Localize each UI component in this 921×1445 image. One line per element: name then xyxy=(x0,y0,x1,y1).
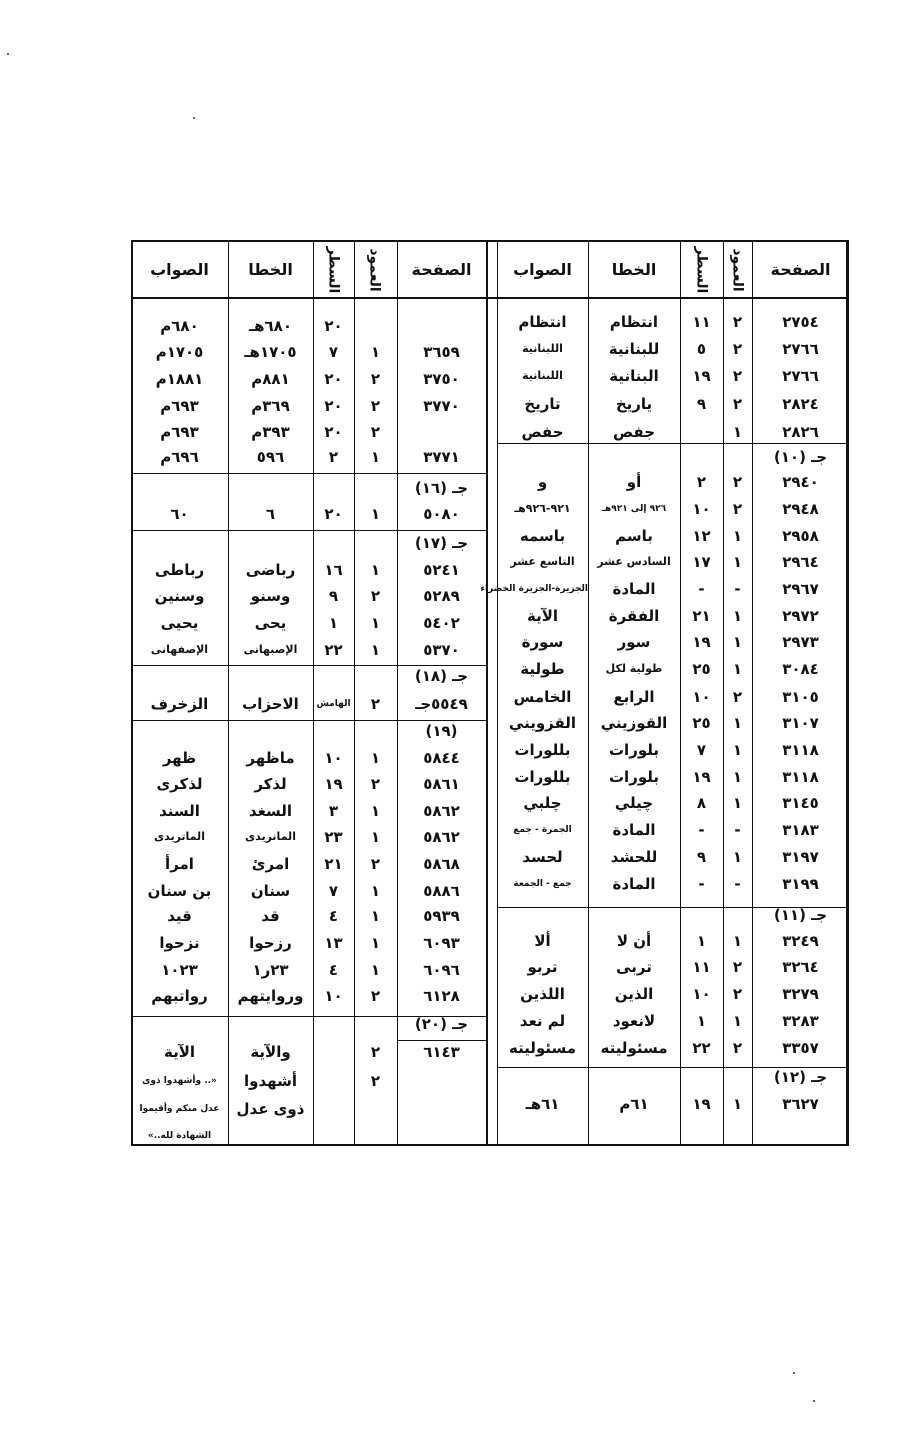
right-row-col-cell: ١ xyxy=(732,423,743,441)
right-row-err-cell: سور xyxy=(617,633,651,651)
right-row-page-cell: ٣٣٥٧ xyxy=(782,1039,819,1057)
left-row-col-cell: ٢ xyxy=(370,1043,381,1061)
right-row-page-cell: ٢٩٧٢ xyxy=(782,607,819,625)
right-row-cor-cell: سورة xyxy=(521,633,564,651)
right-row-cor-cell: ٩٢١-٩٢٦هـ xyxy=(514,502,571,515)
left-row-col-cell: ١ xyxy=(370,934,381,952)
left-row-page-cell: ٥٨٦٢ xyxy=(423,802,460,820)
right-row-col-cell: ١ xyxy=(732,932,743,950)
right-row-cor-cell: الخامس xyxy=(513,688,572,706)
left-row-col-cell: ١ xyxy=(370,505,381,523)
left-row-cor-cell: عدل منكم وأقيموا xyxy=(139,1104,220,1114)
left-row-cor-cell: رواتبهم xyxy=(151,987,208,1005)
left-row-cor-cell: ٦٩٦م xyxy=(160,448,199,466)
right-row-err-cell: چيلي xyxy=(614,794,654,812)
left-row-page-cell: جـ (٢٠) xyxy=(414,1015,469,1033)
right-row-err-cell: تربى xyxy=(616,958,652,976)
left-row-line-cell: ٤ xyxy=(328,907,339,925)
right-row-cor-cell: تاريخ xyxy=(524,395,561,413)
left-row-err-cell: ٢٣ر١ xyxy=(252,961,289,979)
right-row-err-cell: بلورات xyxy=(608,741,659,759)
right-row-col-cell: ٢ xyxy=(732,958,743,976)
left-row-col-cell: ١ xyxy=(370,561,381,579)
left-row-line-cell: ٢١ xyxy=(324,855,343,873)
left-row-col-cell: ٢ xyxy=(370,1072,381,1090)
right-row-line-cell: ٢٥ xyxy=(692,660,711,678)
right-row-page-cell: ٣١٠٧ xyxy=(782,714,819,732)
scan-speck xyxy=(193,117,195,119)
right-row-cor-cell: تربو xyxy=(527,958,558,976)
right-row-line-cell: ١٩ xyxy=(692,367,711,385)
left-row-col-cell: ١ xyxy=(370,614,381,632)
right-row-err-cell: جفص xyxy=(612,423,656,441)
right-row-col-cell: ٢ xyxy=(732,688,743,706)
right-row-err-cell: لانعود xyxy=(612,1012,656,1030)
right-row-line-cell: ١٠ xyxy=(692,985,711,1003)
header-rule xyxy=(131,297,849,299)
right-row-page-cell: ٣٠٨٤ xyxy=(782,660,819,678)
left-row-cor-cell: ظهر xyxy=(162,749,197,767)
header-column: العمود xyxy=(367,248,383,292)
scan-speck xyxy=(7,53,9,55)
right-row-page-cell: ٣١٤٥ xyxy=(782,794,819,812)
right-row-page-cell: جـ (١١) xyxy=(773,906,828,924)
right-row-page-cell: ٢٧٦٦ xyxy=(782,340,819,358)
header-page: الصفحة xyxy=(411,260,472,279)
right-row-cor-cell: اللذين xyxy=(520,985,565,1003)
left-row-col-cell: ٢ xyxy=(370,587,381,605)
left-row-page-cell: ٥٢٤١ xyxy=(423,561,460,579)
right-row-line-cell: ٩ xyxy=(696,395,707,413)
right-row-cor-cell: بللورات xyxy=(514,768,571,786)
right-row-line-cell: ٧ xyxy=(696,741,707,759)
left-row-page-cell: ٥٠٨٠ xyxy=(423,505,460,523)
right-row-line-cell: - xyxy=(698,875,705,893)
right-row-err-cell: السادس عشر xyxy=(597,555,671,568)
right-row-cor-cell: و xyxy=(537,473,548,491)
right-row-page-cell: ٣٦٢٧ xyxy=(782,1095,819,1113)
left-row-line-cell: ٢٠ xyxy=(324,317,343,335)
left-row-line-cell: ٩ xyxy=(328,587,339,605)
scan-speck xyxy=(813,1400,815,1402)
left-row-err-cell: قد xyxy=(261,907,280,925)
left-row-cor-cell: الزخرف xyxy=(150,695,209,713)
right-row-cor-cell: انتظام xyxy=(518,313,567,331)
right-row-page-cell: ٣٢٧٩ xyxy=(782,985,819,1003)
left-row-page-cell: ٣٧٧١ xyxy=(423,448,460,466)
left-row-cor-cell: لذكرى xyxy=(156,775,203,793)
right-row-err-cell: الرابع xyxy=(613,688,655,706)
left-row-err-cell: المانريدى xyxy=(245,830,296,843)
right-row-cor-cell: ألا xyxy=(534,932,551,950)
left-row-page-cell: ٥٣٧٠ xyxy=(423,641,460,659)
right-row-col-cell: - xyxy=(734,821,741,839)
left-row-col-cell: ١ xyxy=(370,641,381,659)
right-row-page-cell: ٢٩٦٧ xyxy=(782,580,819,598)
right-row-col-cell: ٢ xyxy=(732,473,743,491)
right-row-page-cell: جـ (١٠) xyxy=(773,448,828,466)
left-row-err-cell: ٣٩٣م xyxy=(251,423,290,441)
left-row-err-cell: السغد xyxy=(248,802,293,820)
right-row-page-cell: ٢٨٢٤ xyxy=(782,395,819,413)
left-row-err-cell: يحى xyxy=(254,614,287,632)
left-row-line-cell: ٤ xyxy=(328,961,339,979)
left-row-page-cell: ٦٠٩٦ xyxy=(423,961,460,979)
left-row-cor-cell: «.. وأشهدوا ذوى xyxy=(142,1076,217,1086)
right-row-page-cell: ٢٩٧٣ xyxy=(782,633,819,651)
right-row-err-cell: الذين xyxy=(614,985,654,1003)
right-row-page-cell: ٣١١٨ xyxy=(782,768,819,786)
right-row-col-cell: ١ xyxy=(732,794,743,812)
right-row-err-cell: بلورات xyxy=(608,768,659,786)
right-row-line-cell: - xyxy=(698,580,705,598)
right-row-line-cell: ١٠ xyxy=(692,500,711,518)
right-row-page-cell: ٢٧٥٤ xyxy=(782,313,819,331)
left-row-col-cell: ٢ xyxy=(370,775,381,793)
left-row-col-cell: ١ xyxy=(370,882,381,900)
right-row-err-cell: المادة xyxy=(612,821,656,839)
right-row-cor-cell: مسئوليته xyxy=(508,1039,577,1057)
right-row-col-cell: ٢ xyxy=(732,985,743,1003)
right-row-line-cell: ٢٥ xyxy=(692,714,711,732)
left-row-page-cell: ٥٨٦٢ xyxy=(423,828,460,846)
right-row-col-cell: ١ xyxy=(732,607,743,625)
right-row-col-cell: ٢ xyxy=(732,367,743,385)
left-row-page-cell: ٥٤٠٢ xyxy=(423,614,460,632)
right-row-cor-cell: باسمه xyxy=(519,527,566,545)
header-error: الخطا xyxy=(248,260,293,279)
left-row-err-cell: امرئ xyxy=(251,855,290,873)
left-row-cor-cell: نزحوا xyxy=(159,934,200,952)
right-row-line-cell: ١١ xyxy=(692,313,711,331)
left-row-err-cell: أشهدوا xyxy=(244,1072,297,1090)
right-row-line-cell: - xyxy=(698,821,705,839)
left-row-cor-cell: رباطى xyxy=(154,561,205,579)
left-row-err-cell: لذكر xyxy=(254,775,287,793)
left-row-cor-cell: ١٨٨١م xyxy=(155,370,204,388)
left-row-page-cell: جـ (١٧) xyxy=(414,534,469,552)
right-row-err-cell: طولية لكل xyxy=(605,662,663,675)
right-row-page-cell: جـ (١٢) xyxy=(773,1068,828,1086)
right-row-err-cell: المادة xyxy=(612,580,656,598)
left-row-line-cell: ٢٢ xyxy=(324,641,343,659)
right-row-col-cell: ٢ xyxy=(732,1039,743,1057)
right-row-col-cell: ١ xyxy=(732,633,743,651)
left-row-page-cell: جـ (١٦) xyxy=(414,479,469,497)
left-row-err-cell: وسنو xyxy=(250,587,291,605)
right-row-line-cell: ١٩ xyxy=(692,1095,711,1113)
left-row-line-cell: ١٣ xyxy=(324,934,343,952)
header-correct: الصواب xyxy=(513,260,572,279)
right-row-line-cell: ٥ xyxy=(696,340,707,358)
left-row-col-cell: ٢ xyxy=(370,695,381,713)
left-row-err-cell: ٥٩٦ xyxy=(256,448,285,466)
right-row-cor-cell: الجمرة - جمع xyxy=(513,825,572,835)
right-row-page-cell: ٢٨٢٦ xyxy=(782,423,819,441)
right-row-line-cell: ١٧ xyxy=(692,553,711,571)
left-row-line-cell: ٢٠ xyxy=(324,370,343,388)
left-row-err-cell: الاحزاب xyxy=(242,695,299,713)
left-row-col-cell: ١ xyxy=(370,749,381,767)
section-rule xyxy=(131,473,486,474)
right-row-col-cell: ١ xyxy=(732,768,743,786)
left-row-col-cell: ١ xyxy=(370,907,381,925)
right-row-line-cell: ١٩ xyxy=(692,633,711,651)
left-row-err-cell: ٦ xyxy=(265,505,276,523)
left-row-col-cell: ١ xyxy=(370,448,381,466)
right-row-col-cell: ٢ xyxy=(732,500,743,518)
left-row-col-cell: ١ xyxy=(370,343,381,361)
header-line: السطر xyxy=(325,246,341,294)
left-row-cor-cell: يحيى xyxy=(160,614,199,632)
right-row-page-cell: ٣١٩٩ xyxy=(782,875,819,893)
left-row-cor-cell: الماتريدى xyxy=(154,830,205,843)
left-row-line-cell: ٧ xyxy=(328,882,339,900)
scan-speck xyxy=(793,1372,795,1374)
right-row-err-cell: للبنانية xyxy=(608,340,660,358)
left-row-cor-cell: ٦٩٣م xyxy=(160,397,199,415)
right-row-line-cell: ١٩ xyxy=(692,768,711,786)
right-row-line-cell: ١٢ xyxy=(692,527,711,545)
left-row-line-cell: ١٩ xyxy=(324,775,343,793)
left-row-line-cell: ٣ xyxy=(328,802,339,820)
right-row-cor-cell: لم نعد xyxy=(519,1012,566,1030)
right-row-cor-cell: الجزيرة-الجزيرة الخضراء xyxy=(480,584,588,594)
right-row-err-cell: البنانية xyxy=(609,367,659,385)
left-row-err-cell: ١٧٠٥هـ xyxy=(244,343,297,361)
left-row-cor-cell: ١٠٢٣ xyxy=(161,961,198,979)
right-row-page-cell: ٢٩٤٠ xyxy=(782,473,819,491)
left-row-col-cell: ٢ xyxy=(370,987,381,1005)
left-row-line-cell: ١٠ xyxy=(324,749,343,767)
right-row-page-cell: ٣٢٤٩ xyxy=(782,932,819,950)
right-row-col-cell: ١ xyxy=(732,527,743,545)
right-row-err-cell: المادة xyxy=(612,875,656,893)
right-row-cor-cell: الآية xyxy=(526,607,559,625)
right-row-cor-cell: اللبنانية xyxy=(522,369,563,382)
right-row-col-cell: ١ xyxy=(732,714,743,732)
left-row-cor-cell: امرأ xyxy=(165,855,194,873)
right-row-cor-cell: جمع - الجمعة xyxy=(513,879,572,889)
left-row-line-cell: ١ xyxy=(328,614,339,632)
left-row-page-cell: ٥٨٦١ xyxy=(423,775,460,793)
left-row-cor-cell: الإصفهانى xyxy=(150,643,209,656)
header-error: الخطا xyxy=(611,260,657,279)
header-line: السطر xyxy=(693,246,709,294)
right-row-line-cell: ١ xyxy=(696,1012,707,1030)
left-row-err-cell: ٦٨٠هـ xyxy=(249,317,292,335)
right-row-cor-cell: التاسع عشر xyxy=(510,555,575,568)
left-row-page-cell: ٣٦٥٩ xyxy=(423,343,460,361)
left-row-page-cell: ٦١٤٣ xyxy=(423,1043,460,1061)
left-row-cor-cell: الشهادة لله..» xyxy=(147,1131,212,1141)
right-row-err-cell: ٦١م xyxy=(619,1095,649,1113)
header-correct: الصواب xyxy=(150,260,209,279)
right-row-line-cell: ١ xyxy=(696,932,707,950)
left-row-col-cell: ٢ xyxy=(370,855,381,873)
left-row-col-cell: ١ xyxy=(370,961,381,979)
right-row-page-cell: ٢٩٦٤ xyxy=(782,553,819,571)
right-row-err-cell: القوزيني xyxy=(600,714,668,732)
left-row-cor-cell: بن سنان xyxy=(147,882,212,900)
right-row-cor-cell: ٦١هـ xyxy=(525,1095,560,1113)
right-row-line-cell: ٢١ xyxy=(692,607,711,625)
right-row-page-cell: ٢٧٦٦ xyxy=(782,367,819,385)
right-row-col-cell: ١ xyxy=(732,848,743,866)
left-row-cor-cell: وسنين xyxy=(154,587,205,605)
right-row-line-cell: ٩ xyxy=(696,848,707,866)
left-row-line-cell: ٢٣ xyxy=(324,828,343,846)
left-row-cor-cell: قيد xyxy=(167,907,192,925)
right-row-page-cell: ٣٢٨٣ xyxy=(782,1012,819,1030)
right-row-err-cell: ياريخ xyxy=(615,395,653,413)
left-row-line-cell: ٧ xyxy=(328,343,339,361)
left-row-err-cell: الإصبهانى xyxy=(243,643,298,656)
left-row-page-cell: ٥٩٣٩ xyxy=(423,907,460,925)
center-divider xyxy=(486,240,488,1146)
left-row-cor-cell: ٦٨٠م xyxy=(160,317,199,335)
right-row-err-cell: ٩٢٦ إلى ٩٢١هـ xyxy=(601,504,667,514)
right-row-col-cell: ١ xyxy=(732,741,743,759)
left-row-page-cell: ٦٠٩٣ xyxy=(423,934,460,952)
right-row-col-cell: ٢ xyxy=(732,340,743,358)
right-row-line-cell: ٨ xyxy=(696,794,707,812)
header-page: الصفحة xyxy=(770,260,831,279)
left-row-cor-cell: ١٧٠٥م xyxy=(155,343,204,361)
right-row-page-cell: ٣١٠٥ xyxy=(782,688,819,706)
right-row-cor-cell: حفص xyxy=(521,423,564,441)
left-row-err-cell: رباضى xyxy=(245,561,296,579)
left-row-err-cell: رزحوا xyxy=(249,934,292,952)
left-row-col-cell: ٢ xyxy=(370,423,381,441)
right-row-col-cell: - xyxy=(734,875,741,893)
left-row-col-cell: ٢ xyxy=(370,370,381,388)
right-row-err-cell: مسئوليته xyxy=(600,1039,668,1057)
left-row-col-cell: ٢ xyxy=(370,397,381,415)
right-row-col-cell: ١ xyxy=(732,1012,743,1030)
right-row-cor-cell: طولية xyxy=(520,660,565,678)
left-row-page-cell: (١٩) xyxy=(425,722,458,740)
right-row-col-cell: ٢ xyxy=(732,313,743,331)
left-row-err-cell: ماظهر xyxy=(246,749,295,767)
right-row-err-cell: أن لا xyxy=(616,932,652,950)
left-row-err-cell: ذوى عدل xyxy=(236,1100,305,1118)
left-row-page-cell: ٥٢٨٩ xyxy=(423,587,460,605)
right-row-col-cell: - xyxy=(734,580,741,598)
right-row-err-cell: الفقرة xyxy=(608,607,660,625)
left-row-line-cell: ٢٠ xyxy=(324,505,343,523)
right-row-page-cell: ٣١١٨ xyxy=(782,741,819,759)
left-row-line-cell: ٢٠ xyxy=(324,397,343,415)
left-row-page-cell: ٥٨٨٦ xyxy=(423,882,460,900)
header-column: العمود xyxy=(730,248,746,292)
right-row-line-cell: ١١ xyxy=(692,958,711,976)
left-row-col-cell: ١ xyxy=(370,802,381,820)
left-row-page-cell: ٥٨٤٤ xyxy=(423,749,460,767)
left-row-col-cell: ١ xyxy=(370,828,381,846)
right-row-err-cell: انتظام xyxy=(609,313,659,331)
left-row-cor-cell: الآية xyxy=(163,1043,196,1061)
right-row-page-cell: ٣١٨٣ xyxy=(782,821,819,839)
right-row-err-cell: للحشد xyxy=(610,848,658,866)
right-row-line-cell: ١٠ xyxy=(692,688,711,706)
right-row-cor-cell: اللبنانية xyxy=(522,342,563,355)
right-row-col-cell: ٢ xyxy=(732,395,743,413)
left-row-line-cell: ١٠ xyxy=(324,987,343,1005)
right-row-err-cell: أو xyxy=(626,473,642,491)
left-row-err-cell: والآية xyxy=(250,1043,291,1061)
left-row-page-cell: ٦١٢٨ xyxy=(423,987,460,1005)
left-row-err-cell: سنان xyxy=(250,882,291,900)
left-row-page-cell: جـ (١٨) xyxy=(414,667,469,685)
left-row-err-cell: ٨٨١م xyxy=(251,370,290,388)
left-row-page-cell: ٣٧٥٠ xyxy=(423,370,460,388)
left-row-cor-cell: ٦٩٣م xyxy=(160,423,199,441)
left-row-line-cell: الهامش xyxy=(316,699,351,709)
right-row-page-cell: ٣١٩٧ xyxy=(782,848,819,866)
right-row-col-cell: ١ xyxy=(732,553,743,571)
left-row-page-cell: ٥٨٦٨ xyxy=(423,855,460,873)
right-row-line-cell: ٢٢ xyxy=(692,1039,711,1057)
right-row-line-cell: ٢ xyxy=(696,473,707,491)
left-row-cor-cell: السند xyxy=(159,802,200,820)
right-row-page-cell: ٣٢٦٤ xyxy=(782,958,819,976)
right-row-col-cell: ١ xyxy=(732,1095,743,1113)
right-row-cor-cell: القزويني xyxy=(508,714,577,732)
right-row-page-cell: ٢٩٤٨ xyxy=(782,500,819,518)
left-row-line-cell: ٢٠ xyxy=(324,423,343,441)
left-row-err-cell: ٣٦٩م xyxy=(251,397,290,415)
right-row-cor-cell: بللورات xyxy=(514,741,571,759)
left-row-line-cell: ٢ xyxy=(328,448,339,466)
left-row-cor-cell: ٦٠ xyxy=(170,505,189,523)
right-row-err-cell: باسم xyxy=(615,527,653,545)
right-row-cor-cell: چلبي xyxy=(523,794,562,812)
left-row-err-cell: وروايتهم xyxy=(237,987,304,1005)
right-row-col-cell: ١ xyxy=(732,660,743,678)
left-row-page-cell: ٥٥٤٩جـ xyxy=(415,695,468,713)
left-row-line-cell: ١٦ xyxy=(324,561,343,579)
right-row-page-cell: ٢٩٥٨ xyxy=(782,527,819,545)
left-row-page-cell: ٣٧٧٠ xyxy=(423,397,460,415)
right-row-cor-cell: لحسد xyxy=(522,848,563,866)
